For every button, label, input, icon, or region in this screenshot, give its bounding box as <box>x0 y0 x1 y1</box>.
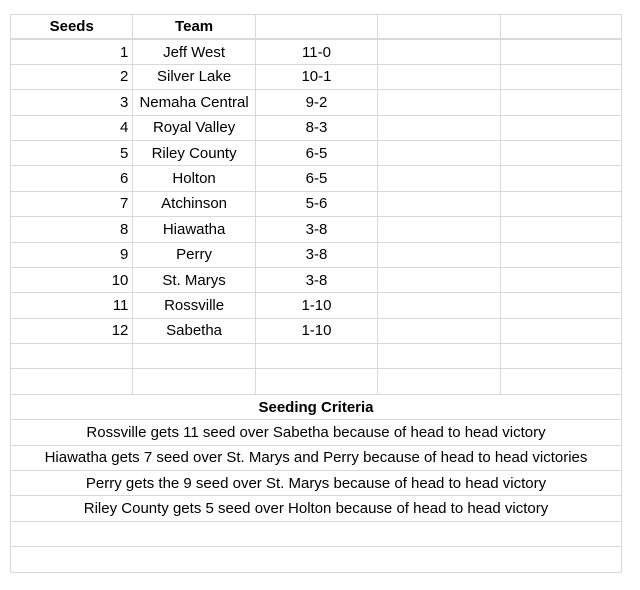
criteria-line[interactable]: Rossville gets 11 seed over Sabetha because of head to head victory <box>10 420 622 444</box>
empty-cell[interactable] <box>500 344 622 368</box>
empty-cell[interactable] <box>10 369 132 393</box>
header-team[interactable]: Team <box>132 15 254 38</box>
empty-cell[interactable] <box>377 141 499 165</box>
empty-cell[interactable] <box>500 319 622 343</box>
empty-cell[interactable] <box>377 344 499 368</box>
empty-merged-cell[interactable] <box>10 547 622 571</box>
seed-cell[interactable]: 5 <box>10 141 132 165</box>
team-cell[interactable]: Royal Valley <box>132 116 254 140</box>
empty-cell[interactable] <box>377 217 499 241</box>
team-cell[interactable]: Jeff West <box>132 40 254 63</box>
empty-cell[interactable] <box>377 166 499 190</box>
empty-cell[interactable] <box>500 65 622 89</box>
criteria-title[interactable]: Seeding Criteria <box>10 395 622 419</box>
team-cell[interactable]: Hiawatha <box>132 217 254 241</box>
seed-cell[interactable]: 7 <box>10 192 132 216</box>
header-empty-cell[interactable] <box>500 15 622 38</box>
header-empty-cell[interactable] <box>255 15 377 38</box>
seed-cell[interactable]: 8 <box>10 217 132 241</box>
team-cell[interactable]: St. Marys <box>132 268 254 292</box>
record-cell[interactable]: 8-3 <box>255 116 377 140</box>
table-row <box>10 243 622 268</box>
team-cell[interactable]: Nemaha Central <box>132 90 254 114</box>
seed-cell[interactable]: 2 <box>10 65 132 89</box>
team-cell[interactable]: Riley County <box>132 141 254 165</box>
seed-cell[interactable]: 9 <box>10 243 132 267</box>
criteria-row <box>10 446 622 471</box>
empty-cell[interactable] <box>500 141 622 165</box>
empty-cell[interactable] <box>500 268 622 292</box>
record-cell[interactable]: 10-1 <box>255 65 377 89</box>
empty-cell[interactable] <box>500 293 622 317</box>
empty-cell[interactable] <box>500 217 622 241</box>
seed-cell[interactable]: 12 <box>10 319 132 343</box>
spreadsheet-grid <box>10 14 622 573</box>
table-row <box>10 217 622 242</box>
seed-cell[interactable]: 10 <box>10 268 132 292</box>
empty-cell[interactable] <box>132 369 254 393</box>
empty-cell[interactable] <box>255 344 377 368</box>
table-row <box>10 116 622 141</box>
table-row <box>10 90 622 115</box>
criteria-line[interactable]: Riley County gets 5 seed over Holton because of head to head victory <box>10 496 622 520</box>
empty-cell[interactable] <box>377 268 499 292</box>
empty-cell[interactable] <box>377 293 499 317</box>
empty-cell[interactable] <box>377 90 499 114</box>
empty-cell[interactable] <box>500 40 622 63</box>
empty-cell[interactable] <box>377 243 499 267</box>
empty-cell[interactable] <box>500 116 622 140</box>
team-cell[interactable]: Rossville <box>132 293 254 317</box>
table-row <box>10 192 622 217</box>
header-row <box>10 14 622 39</box>
header-seeds[interactable]: Seeds <box>10 15 132 38</box>
empty-row <box>10 522 622 547</box>
empty-row <box>10 547 622 572</box>
team-cell[interactable]: Holton <box>132 166 254 190</box>
criteria-line[interactable]: Perry gets the 9 seed over St. Marys because of head to head victory <box>10 471 622 495</box>
criteria-row <box>10 420 622 445</box>
record-cell[interactable]: 3-8 <box>255 268 377 292</box>
seed-cell[interactable]: 4 <box>10 116 132 140</box>
header-empty-cell[interactable] <box>377 15 499 38</box>
record-cell[interactable]: 6-5 <box>255 141 377 165</box>
empty-cell[interactable] <box>377 116 499 140</box>
seed-cell[interactable]: 1 <box>10 40 132 63</box>
table-row <box>10 293 622 318</box>
seed-cell[interactable]: 11 <box>10 293 132 317</box>
empty-row <box>10 369 622 394</box>
empty-cell[interactable] <box>500 166 622 190</box>
empty-cell[interactable] <box>377 40 499 63</box>
table-row <box>10 65 622 90</box>
criteria-line[interactable]: Hiawatha gets 7 seed over St. Marys and Perry because of head to head victories <box>10 446 622 470</box>
team-cell[interactable]: Perry <box>132 243 254 267</box>
record-cell[interactable]: 1-10 <box>255 319 377 343</box>
record-cell[interactable]: 5-6 <box>255 192 377 216</box>
table-row <box>10 268 622 293</box>
seed-cell[interactable]: 6 <box>10 166 132 190</box>
criteria-row <box>10 471 622 496</box>
empty-cell[interactable] <box>500 243 622 267</box>
seed-cell[interactable]: 3 <box>10 90 132 114</box>
empty-cell[interactable] <box>255 369 377 393</box>
empty-cell[interactable] <box>377 319 499 343</box>
criteria-row <box>10 496 622 521</box>
empty-cell[interactable] <box>132 344 254 368</box>
record-cell[interactable]: 1-10 <box>255 293 377 317</box>
empty-cell[interactable] <box>10 344 132 368</box>
empty-cell[interactable] <box>500 192 622 216</box>
table-row <box>10 141 622 166</box>
table-row <box>10 166 622 191</box>
record-cell[interactable]: 9-2 <box>255 90 377 114</box>
record-cell[interactable]: 3-8 <box>255 217 377 241</box>
empty-cell[interactable] <box>377 192 499 216</box>
empty-merged-cell[interactable] <box>10 522 622 546</box>
standings-rows <box>10 39 622 344</box>
empty-cell[interactable] <box>500 90 622 114</box>
team-cell[interactable]: Sabetha <box>132 319 254 343</box>
record-cell[interactable]: 6-5 <box>255 166 377 190</box>
empty-cell[interactable] <box>500 369 622 393</box>
team-cell[interactable]: Atchinson <box>132 192 254 216</box>
table-row <box>10 39 622 64</box>
criteria-title-row <box>10 395 622 420</box>
record-cell[interactable]: 3-8 <box>255 243 377 267</box>
record-cell[interactable]: 11-0 <box>255 40 377 63</box>
empty-cell[interactable] <box>377 65 499 89</box>
empty-row <box>10 344 622 369</box>
team-cell[interactable]: Silver Lake <box>132 65 254 89</box>
table-row <box>10 319 622 344</box>
empty-cell[interactable] <box>377 369 499 393</box>
